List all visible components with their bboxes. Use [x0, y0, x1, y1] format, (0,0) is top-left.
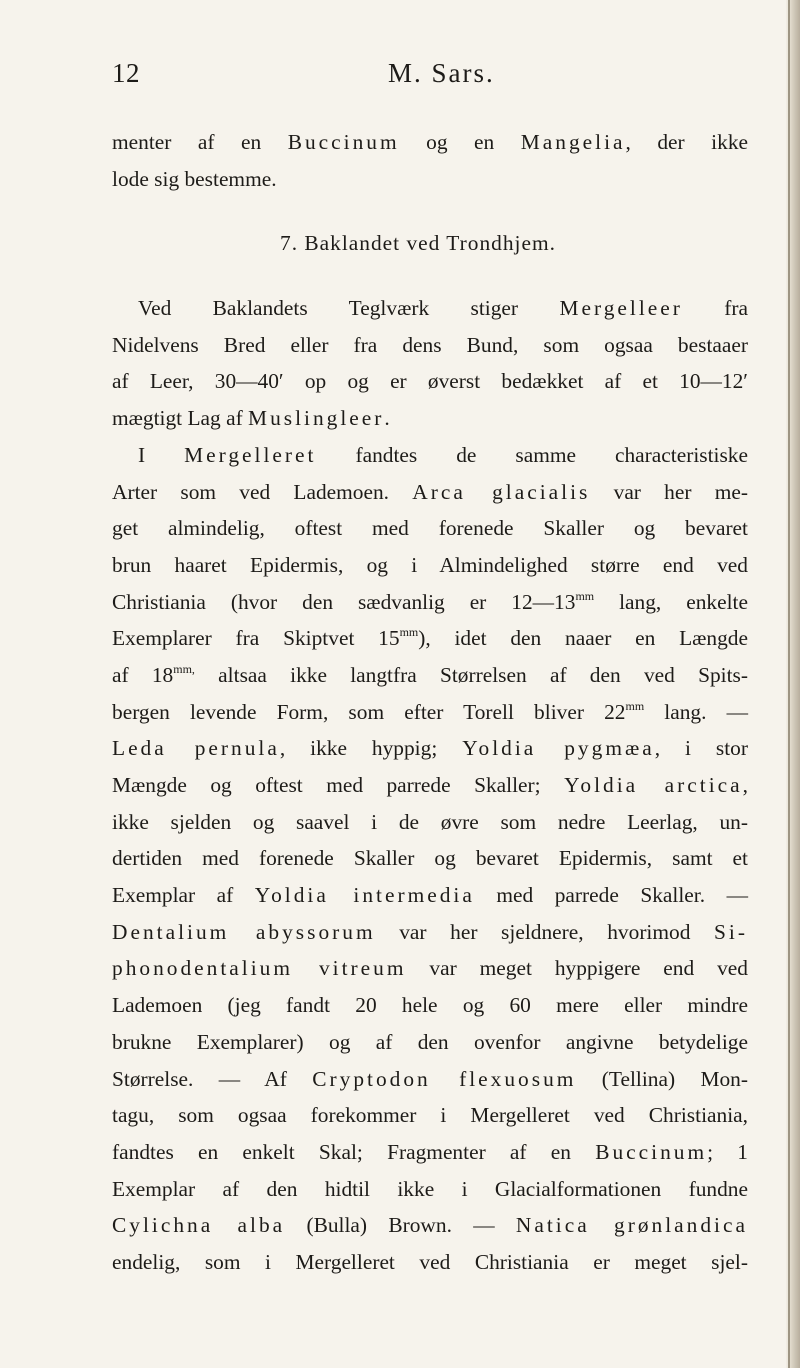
text-line: Cylichna alba (Bulla) Brown. — Natica grønlandica — [112, 1213, 748, 1238]
text-line: brukne Exemplarer) og af den ovenfor angivne betydelige — [112, 1029, 748, 1054]
text-line: Leda pernula, ikke hyppig; Yoldia pygmæa, i stor — [112, 736, 748, 761]
text-line: ikke sjelden og saavel i de øvre som nedre Leerlag, un- — [112, 809, 748, 834]
text-line: dertiden med forenede Skaller og bevaret Epidermis, samt et — [112, 846, 748, 871]
text-line: Mængde og oftest med parrede Skaller; Yoldia arctica, — [112, 773, 748, 797]
text-line: Dentalium abyssorum var her sjeldnere, hvorimod Si- — [112, 919, 748, 944]
text-line: Arter som ved Lademoen. Arca glacialis var her me- — [112, 479, 748, 504]
text-line: af Leer, 30—40′ op og er øverst bedækket af et 10—12′ — [112, 369, 748, 394]
section-heading: 7. Baklandet ved Trondhjem. — [280, 231, 556, 256]
text-line: get almindelig, oftest med forenede Skaller og bevaret — [112, 516, 748, 541]
body-text — [112, 124, 748, 1281]
text-line: lode sig bestemme. — [112, 166, 277, 191]
text-line: Ved Baklandets Teglværk stiger Mergelleer fra — [138, 296, 749, 321]
text-line: brun haaret Epidermis, og i Almindelighed større end ved — [112, 552, 748, 577]
text-line: Lademoen (jeg fandt 20 hele og 60 mere eller mindre — [112, 993, 748, 1018]
text-line: Størrelse. — Af Cryptodon flexuosum (Tellina) Mon- — [112, 1066, 748, 1091]
text-line: Exemplarer fra Skiptvet $15^{mm}$), idet den naaer en Længde — [112, 625, 748, 651]
text-line: menter af en Buccinum og en Mangelia, der ikke — [112, 130, 749, 154]
page-edge-shadow — [788, 0, 790, 1368]
text-line: Exemplar af den hidtil ikke i Glacialformationen fundne — [112, 1176, 748, 1201]
text-line: fandtes en enkelt Skal; Fragmenter af en Buccinum; 1 — [112, 1139, 748, 1164]
text-line: Exemplar af Yoldia intermedia med parrede Skaller. — — [112, 883, 748, 908]
spacer — [112, 262, 748, 290]
text-line: Nidelvens Bred eller fra dens Bund, som ogsaa bestaaer — [112, 332, 748, 357]
running-head: M. Sars. — [388, 58, 495, 88]
spacer — [112, 197, 748, 225]
page-header — [112, 58, 748, 102]
text-line: I Mergelleret fandtes de samme characteristiske — [138, 442, 748, 467]
text-line: af $18^{mm,}$ altsaa ikke langtfra Størrelsen af den ved Spits- — [112, 661, 749, 687]
page-number: 12 — [112, 58, 140, 88]
text-line: endelig, som i Mergelleret ved Christiania er meget sjel- — [112, 1249, 748, 1274]
text-line: mægtigt Lag af Muslingleer. — [112, 406, 390, 431]
text-line: phonodentalium vitreum var meget hyppigere end ved — [112, 956, 748, 981]
text-line: Christiania (hvor den sædvanlig er $12—13^{mm}$ lang, enkelte — [112, 588, 748, 614]
text-line: bergen levende Form, som efter Torell bliver $22^{mm}$ lang. — — [112, 698, 748, 724]
text-line: tagu, som ogsaa forekommer i Mergelleret ved Christiania, — [112, 1103, 748, 1128]
